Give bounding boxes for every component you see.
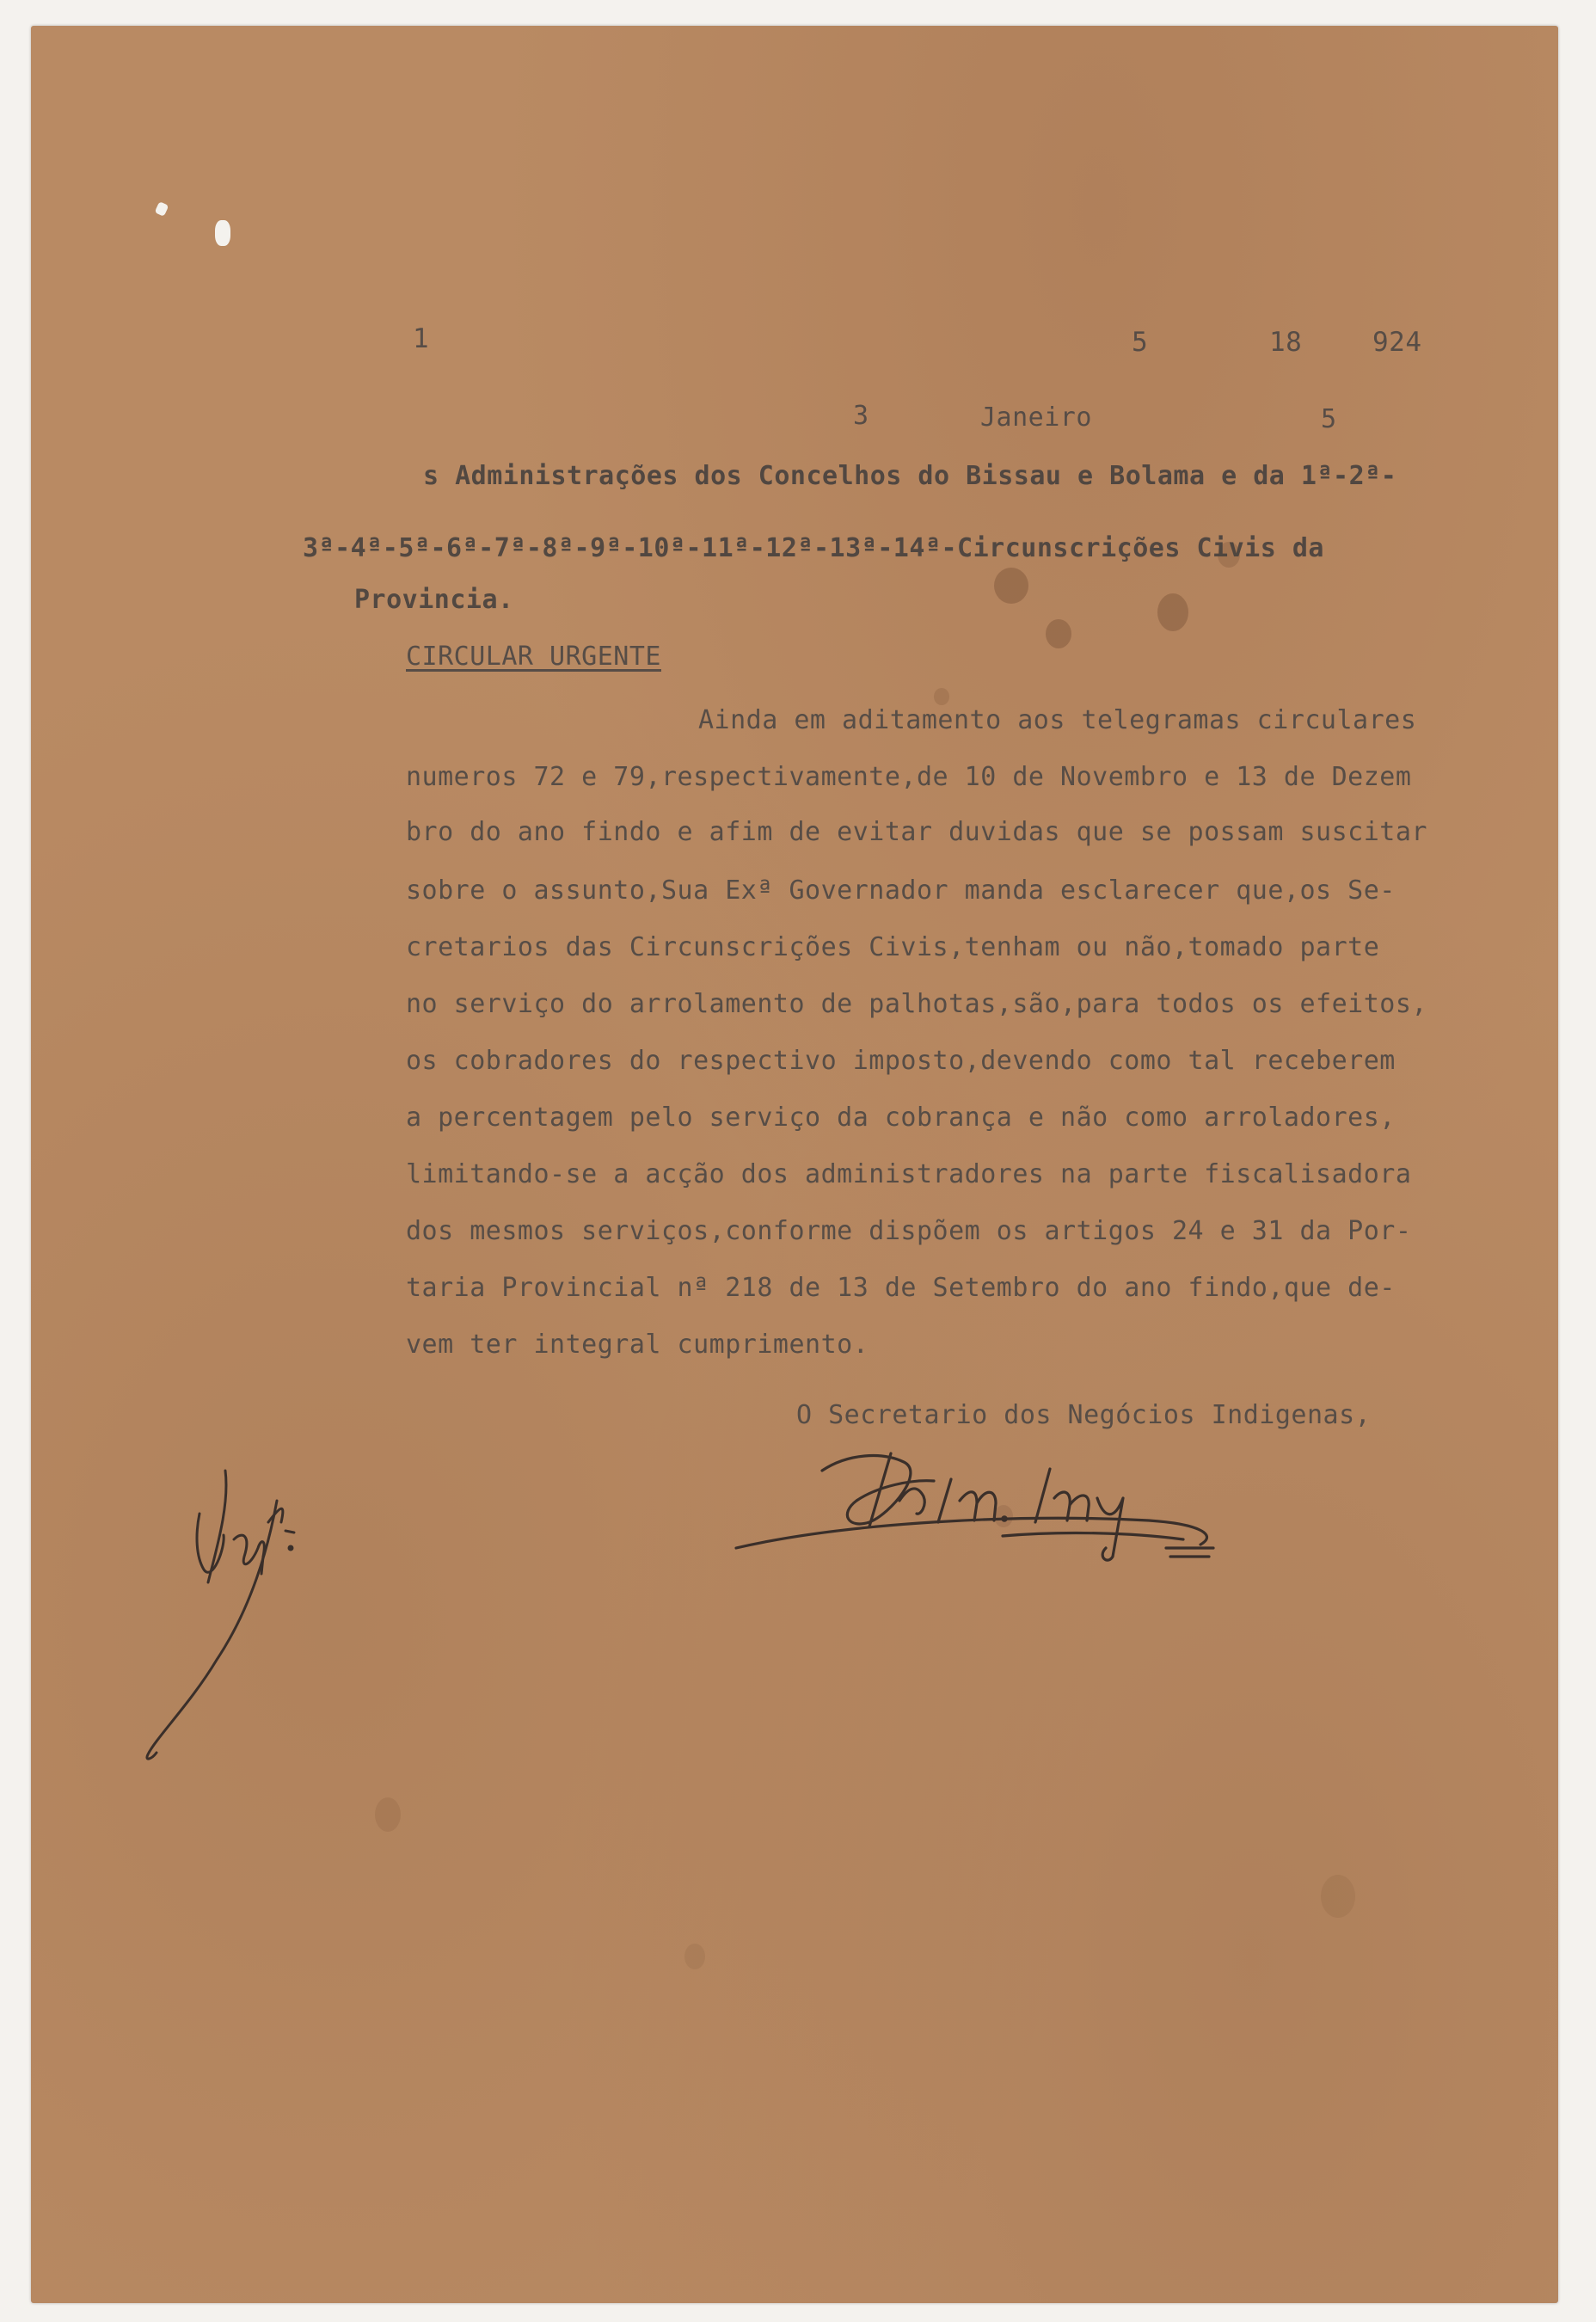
addressee-line-1: s Administrações dos Concelhos do Bissau e Bolama e da 1ª-2ª- [423, 461, 1397, 491]
circular-heading: CIRCULAR URGENTE [406, 642, 661, 672]
body-line-9: limitando-se a acção dos administradores na parte fiscalisadora [406, 1159, 1412, 1189]
stain [1157, 593, 1188, 631]
date-year-digit: 5 [1321, 404, 1337, 434]
body-line-5: cretarios das Circunscrições Civis,tenham ou não,tomado parte [406, 932, 1380, 962]
addressee-line-2: 3ª-4ª-5ª-6ª-7ª-8ª-9ª-10ª-11ª-12ª-13ª-14ª-Circunscrições Civis da [303, 533, 1324, 563]
stain [1046, 619, 1071, 648]
body-line-7: os cobradores do respectivo imposto,devendo como tal receberem [406, 1046, 1396, 1076]
body-line-1: Ainda em aditamento aos telegramas circulares [698, 705, 1417, 735]
header-number-4: 924 [1372, 327, 1422, 358]
closing-line: O Secretario dos Negócios Indigenas, [796, 1400, 1372, 1430]
date-day: 3 [853, 401, 869, 431]
header-number-1: 1 [413, 323, 430, 354]
paper-hole [215, 220, 230, 246]
paper-hole [155, 201, 169, 217]
body-line-4: sobre o assunto,Sua Exª Governador manda esclarecer que,os Se- [406, 875, 1396, 906]
document-page [31, 26, 1558, 2303]
stain [375, 1797, 401, 1832]
stain [994, 568, 1028, 604]
stain [934, 688, 949, 705]
body-line-12: vem ter integral cumprimento. [406, 1330, 869, 1360]
date-month: Janeiro [980, 402, 1092, 433]
body-line-10: dos mesmos serviços,conforme dispõem os artigos 24 e 31 da Por- [406, 1216, 1412, 1246]
signature-margin-initials [114, 1453, 303, 1780]
body-line-2: numeros 72 e 79,respectivamente,de 10 de Novembro e 13 de Dezem [406, 762, 1412, 792]
addressee-line-3: Provincia. [354, 585, 514, 615]
header-number-3: 18 [1269, 327, 1303, 358]
body-line-6: no serviço do arrolamento de palhotas,são,para todos os efeitos, [406, 989, 1427, 1019]
stain [1321, 1875, 1355, 1918]
body-line-11: taria Provincial nª 218 de 13 de Setembro do ano findo,que de- [406, 1273, 1396, 1303]
body-line-3: bro do ano findo e afim de evitar duvidas que se possam suscitar [406, 817, 1427, 847]
header-number-2: 5 [1132, 327, 1149, 358]
signature-secretary [719, 1419, 1269, 1574]
body-line-8: a percentagem pelo serviço da cobrança e não como arroladores, [406, 1103, 1396, 1133]
stain [684, 1944, 705, 1969]
